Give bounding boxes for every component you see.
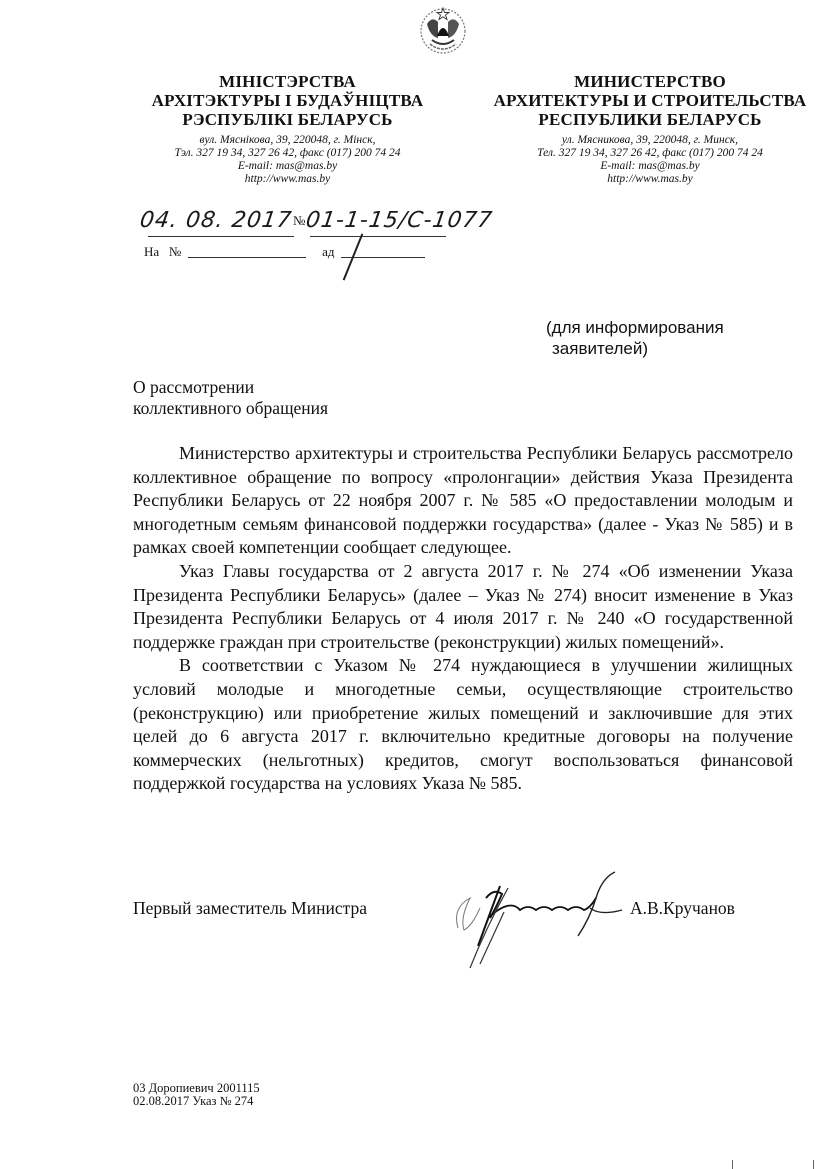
- letterhead-belarusian: [130, 72, 445, 186]
- executor-footer: [133, 1082, 260, 1108]
- address-ru: ул. Мясникова, 39, 220048, г. Минск,: [561, 134, 739, 146]
- reply-label: На: [144, 244, 160, 259]
- body-paragraph-1: Министерство архитектуры и строительства Республики Беларусь рассмотрело коллективное обращение по вопросу «пролонгации» действия Указа Президента Республики Беларусь от 22 ноября 2007 г. № 585 «О предоставлении молодым и многодетным семьям финансовой поддержки государства» (далее - Указ № 585) и в рамках своей компетенции сообщает следующее.: [133, 443, 793, 558]
- subject-line-2: коллективного обращения: [133, 398, 329, 418]
- ministry-name-by-line-1: МІНІСТЭРСТВА: [219, 72, 356, 91]
- date-underline: [148, 236, 294, 237]
- registration-number: 01-1-15/С-1077: [304, 208, 495, 233]
- from-label: ад: [322, 244, 335, 259]
- footer-line-1: 03 Доропиевич 2001115: [133, 1081, 260, 1095]
- email-ru: E-mail: mas@mas.by: [600, 160, 700, 172]
- ministry-name-ru-line-1: МИНИСТЕРСТВО: [574, 72, 726, 91]
- scan-edge-mark: [732, 1160, 733, 1169]
- addressee-block: [546, 317, 724, 359]
- addressee-line-2: заявителей): [552, 339, 648, 358]
- number-sign: №: [292, 213, 306, 228]
- signatory-name: А.В.Кручанов: [630, 898, 735, 918]
- addressee-line-1: (для информирования: [546, 318, 724, 337]
- letterhead-russian: [485, 72, 815, 186]
- registration-block: [140, 208, 500, 268]
- footer-line-2: 02.08.2017 Указ № 274: [133, 1094, 254, 1108]
- ministry-name-by-line-3: РЭСПУБЛІКІ БЕЛАРУСЬ: [182, 110, 393, 129]
- body-paragraph-2: Указ Главы государства от 2 августа 2017 г. № 274 «Об изменении Указа Президента Республики Беларусь» (далее – Указ № 274) вносит изменение в Указ Президента Республики Беларусь от 4 июля 2017 г. № 240 «О государственной поддержке граждан при строительстве (реконструкции) жилых помещений».: [133, 560, 793, 652]
- number-underline: [310, 236, 446, 237]
- body-paragraph-3: В соответствии с Указом № 274 нуждающиеся в улучшении жилищных условий молодые и многодетные семьи, осуществляющие строительство (реконструкцию) или приобретение жилых помещений и заключившие для этих целей до 6 августа 2017 г. включительно кредитные договоры на получение коммерческих (нельготных) кредитов, смогут воспользоваться финансовой поддержкой государства на условиях Указа № 585.: [133, 655, 793, 794]
- subject-heading: [133, 377, 328, 419]
- phone-by: Тэл. 327 19 34, 327 26 42, факс (017) 200 74 24: [174, 147, 401, 159]
- reply-number-sign: №: [168, 244, 182, 259]
- website-ru: http://www.mas.by: [607, 173, 693, 185]
- handwritten-signature: [450, 868, 635, 978]
- ministry-name-ru-line-3: РЕСПУБЛИКИ БЕЛАРУСЬ: [538, 110, 762, 129]
- website-by: http://www.mas.by: [244, 173, 331, 185]
- scan-edge-mark: [813, 1160, 814, 1169]
- email-by: E-mail: mas@mas.by: [237, 160, 338, 172]
- coat-of-arms-emblem: [418, 4, 468, 56]
- ministry-name-ru-line-2: АРХИТЕКТУРЫ И СТРОИТЕЛЬСТВА: [493, 91, 807, 110]
- registration-date: 04. 08. 2017: [138, 208, 294, 233]
- letter-body: [133, 442, 793, 796]
- subject-line-1: О рассмотрении: [133, 377, 255, 397]
- reply-number-blank: [188, 257, 306, 258]
- signatory-position: Первый заместитель Министра: [133, 898, 367, 918]
- address-by: вул. Мяснікова, 39, 220048, г. Мінск,: [199, 134, 376, 146]
- ministry-name-by-line-2: АРХІТЭКТУРЫ І БУДАЎНІЦТВА: [151, 91, 424, 110]
- phone-ru: Тел. 327 19 34, 327 26 42, факс (017) 200 74 24: [537, 147, 763, 159]
